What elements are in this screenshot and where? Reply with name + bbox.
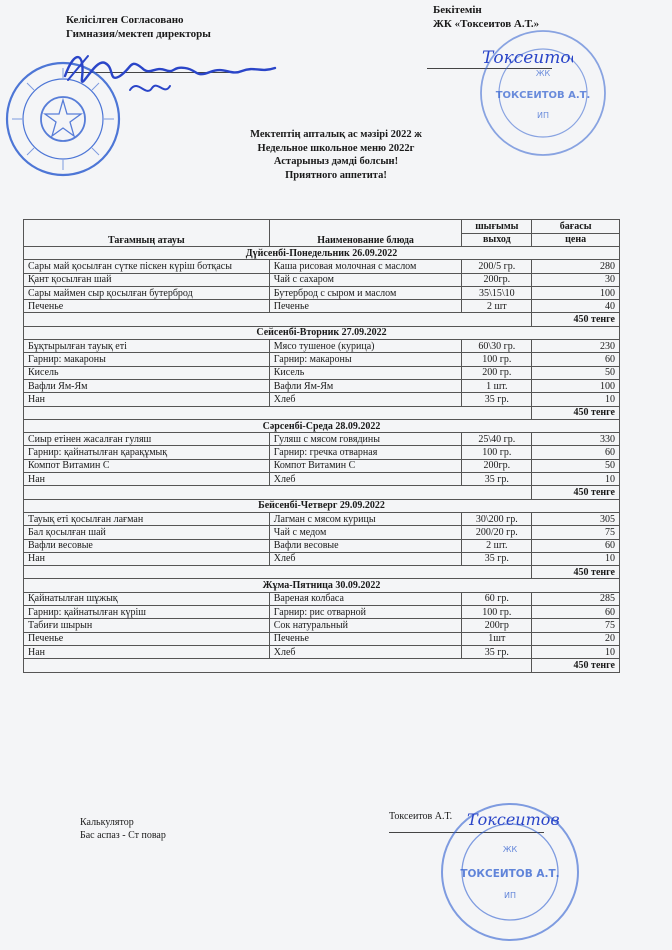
dish-row [24,512,620,525]
svg-text:ИП: ИП [504,891,516,900]
dish-price: 305 [532,512,620,525]
svg-text:ЖК: ЖК [502,845,518,854]
dish-name-ru: Печенье [269,632,462,645]
dish-name-ru: Печенье [269,300,462,313]
dish-name-kz: Тауық еті қосылған лағман [24,512,270,525]
dish-name-kz: Нан [24,645,270,658]
approver-name: Токсеитов А.Т. [389,811,453,822]
dish-row [24,592,620,605]
dish-output: 35 гр. [462,645,532,658]
approve-label: Бекітемін [433,4,482,16]
dish-output: 200/5 гр. [462,260,532,273]
dish-price: 60 [532,539,620,552]
dish-output: 30\200 гр. [462,512,532,525]
title-ru: Недельное школьное меню 2022г [257,142,415,154]
dish-name-kz: Қайнатылған шұжық [24,592,270,605]
dish-row [24,433,620,446]
dish-name-ru: Хлеб [269,473,462,486]
dish-row [24,340,620,353]
table-header-top [24,220,620,234]
wish-kz: Астарыныз дәмді болсын! [273,156,399,167]
svg-text:ИП: ИП [537,111,549,120]
dish-row [24,632,620,645]
dish-name-ru: Сок натуральный [269,619,462,632]
footer-signatories [80,816,166,842]
dish-name-kz: Гарнир: макароны [24,353,270,366]
day-total: 450 тенге [532,659,620,672]
svg-text:Токсеитов: Токсеитов [482,48,573,68]
dish-name-ru: Вафли Ям-Ям [269,379,462,392]
day-total: 450 тенге [532,566,620,579]
day-title: Сейсенбі-Вторник 27.09.2022 [24,326,620,339]
dish-row [24,300,620,313]
dish-name-kz: Печенье [24,300,270,313]
dish-name-ru: Гарнир: гречка отварная [269,446,462,459]
dish-name-kz: Гарнир: қайнатылған күріш [24,606,270,619]
approver-signature [478,42,573,77]
dish-name-kz: Сары май қосылған сүтке піскен күріш ботқасы [24,260,270,273]
column-header-kz: Тағамның атауы [24,220,270,247]
menu-table [23,219,620,673]
dish-price: 10 [532,645,620,658]
dish-row [24,645,620,658]
day-total-row [24,486,620,499]
dish-name-kz: Нан [24,473,270,486]
dish-output: 100 гр. [462,606,532,619]
dish-price: 60 [532,353,620,366]
dish-row [24,446,620,459]
dish-name-ru: Хлеб [269,552,462,565]
day-title: Сәрсенбі-Среда 28.09.2022 [24,419,620,432]
dish-output: 200гр [462,619,532,632]
dish-name-ru: Вафли весовые [269,539,462,552]
svg-text:ТОКСЕИТОВ А.Т.: ТОКСЕИТОВ А.Т. [495,90,591,101]
dish-row [24,473,620,486]
svg-text:Токсеитов: Токсеитов [467,810,560,829]
dish-name-kz: Кисель [24,366,270,379]
dish-name-ru: Лагман с мясом курицы [269,512,462,525]
svg-text:ТОКСЕИТОВ А.Т.: ТОКСЕИТОВ А.Т. [460,868,560,880]
dish-row [24,606,620,619]
dish-name-kz: Табиғи шырын [24,619,270,632]
dish-name-kz: Сары маймен сыр қосылған бутерброд [24,286,270,299]
dish-name-ru: Бутерброд с сыром и маслом [269,286,462,299]
dish-price: 20 [532,632,620,645]
day-total: 450 тенге [532,406,620,419]
dish-name-kz: Вафли Ям-Ям [24,379,270,392]
chef-label: Бас аспаз - Ст повар [80,830,166,841]
day-total: 450 тенге [532,313,620,326]
dish-name-ru: Вареная колбаса [269,592,462,605]
dish-price: 30 [532,273,620,286]
dish-name-ru: Чай с сахаром [269,273,462,286]
dish-output: 2 шт [462,300,532,313]
dish-output: 200 гр. [462,366,532,379]
column-header-output-kz: шығымы [462,220,532,234]
dish-price: 230 [532,340,620,353]
dish-output: 35 гр. [462,473,532,486]
day-header-row [24,326,620,339]
dish-name-ru: Хлеб [269,393,462,406]
dish-name-ru: Гуляш с мясом говядины [269,433,462,446]
dish-name-ru: Каша рисовая молочная с маслом [269,260,462,273]
dish-row [24,353,620,366]
dish-name-kz: Компот Витамин С [24,459,270,472]
dish-output: 200/20 гр. [462,526,532,539]
dish-name-ru: Чай с медом [269,526,462,539]
column-header-price-kz: бағасы [532,220,620,234]
column-header-output-ru: выход [462,233,532,247]
total-spacer [24,313,532,326]
approval-block-right [433,3,539,31]
dish-name-kz: Нан [24,393,270,406]
dish-row [24,459,620,472]
dish-name-kz: Нан [24,552,270,565]
dish-price: 60 [532,446,620,459]
dish-price: 330 [532,433,620,446]
dish-name-ru: Мясо тушеное (курица) [269,340,462,353]
approval-block-left [66,13,211,41]
dish-row [24,366,620,379]
dish-price: 50 [532,366,620,379]
dish-price: 50 [532,459,620,472]
dish-output: 60\30 гр. [462,340,532,353]
day-title: Бейсенбі-Четверг 29.09.2022 [24,499,620,512]
dish-price: 100 [532,286,620,299]
svg-text:ЖК: ЖК [535,69,551,78]
agreed-label: Келісілген Согласовано [66,14,184,26]
dish-name-kz: Вафли весовые [24,539,270,552]
dish-output: 100 гр. [462,446,532,459]
dish-output: 60 гр. [462,592,532,605]
total-spacer [24,486,532,499]
dish-row [24,539,620,552]
calculator-label: Калькулятор [80,817,134,828]
dish-output: 1шт [462,632,532,645]
wish-ru: Приятного аппетита! [285,169,387,181]
dish-row [24,393,620,406]
dish-output: 35 гр. [462,552,532,565]
menu-title [0,128,672,182]
dish-row [24,552,620,565]
dish-output: 35 гр. [462,393,532,406]
title-kz: Мектептің апталық ас мәзірі 2022 ж [250,129,422,140]
day-header-row [24,419,620,432]
day-title: Дүйсенбі-Понедельник 26.09.2022 [24,247,620,260]
dish-name-kz: Бал қосылған шай [24,526,270,539]
footer-signature [463,805,563,840]
column-header-price-ru: цена [532,233,620,247]
dish-name-kz: Қант қосылған шай [24,273,270,286]
entrepreneur-label: ЖК «Токсеитов А.Т.» [433,18,540,30]
dish-output: 25\40 гр. [462,433,532,446]
dish-name-ru: Хлеб [269,645,462,658]
total-spacer [24,406,532,419]
dish-price: 10 [532,473,620,486]
dish-output: 100 гр. [462,353,532,366]
dish-price: 75 [532,619,620,632]
dish-price: 280 [532,260,620,273]
dish-price: 285 [532,592,620,605]
dish-row [24,619,620,632]
dish-price: 10 [532,552,620,565]
dish-price: 75 [532,526,620,539]
director-label: Гимназия/мектеп директоры [66,28,211,40]
dish-row [24,260,620,273]
dish-output: 200гр. [462,273,532,286]
dish-name-ru: Кисель [269,366,462,379]
day-title: Жұма-Пятница 30.09.2022 [24,579,620,592]
dish-name-kz: Печенье [24,632,270,645]
director-signature [60,38,295,113]
dish-row [24,526,620,539]
dish-price: 60 [532,606,620,619]
dish-name-kz: Сиыр етінен жасалған гуляш [24,433,270,446]
dish-name-ru: Гарнир: рис отварной [269,606,462,619]
day-header-row [24,499,620,512]
dish-price: 10 [532,393,620,406]
dish-row [24,273,620,286]
day-header-row [24,247,620,260]
dish-name-kz: Бұқтырылған тауық еті [24,340,270,353]
day-total-row [24,313,620,326]
dish-output: 200гр. [462,459,532,472]
dish-output: 35\15\10 [462,286,532,299]
day-total: 450 тенге [532,486,620,499]
dish-row [24,379,620,392]
dish-price: 100 [532,379,620,392]
dish-output: 2 шт. [462,539,532,552]
dish-name-ru: Гарнир: макароны [269,353,462,366]
day-header-row [24,579,620,592]
day-total-row [24,406,620,419]
dish-price: 40 [532,300,620,313]
day-total-row [24,566,620,579]
dish-name-ru: Компот Витамин С [269,459,462,472]
dish-output: 1 шт. [462,379,532,392]
column-header-ru: Наименование блюда [269,220,462,247]
dish-row [24,286,620,299]
total-spacer [24,659,532,672]
dish-name-kz: Гарнир: қайнатылған қарақұмық [24,446,270,459]
total-spacer [24,566,532,579]
day-total-row [24,659,620,672]
